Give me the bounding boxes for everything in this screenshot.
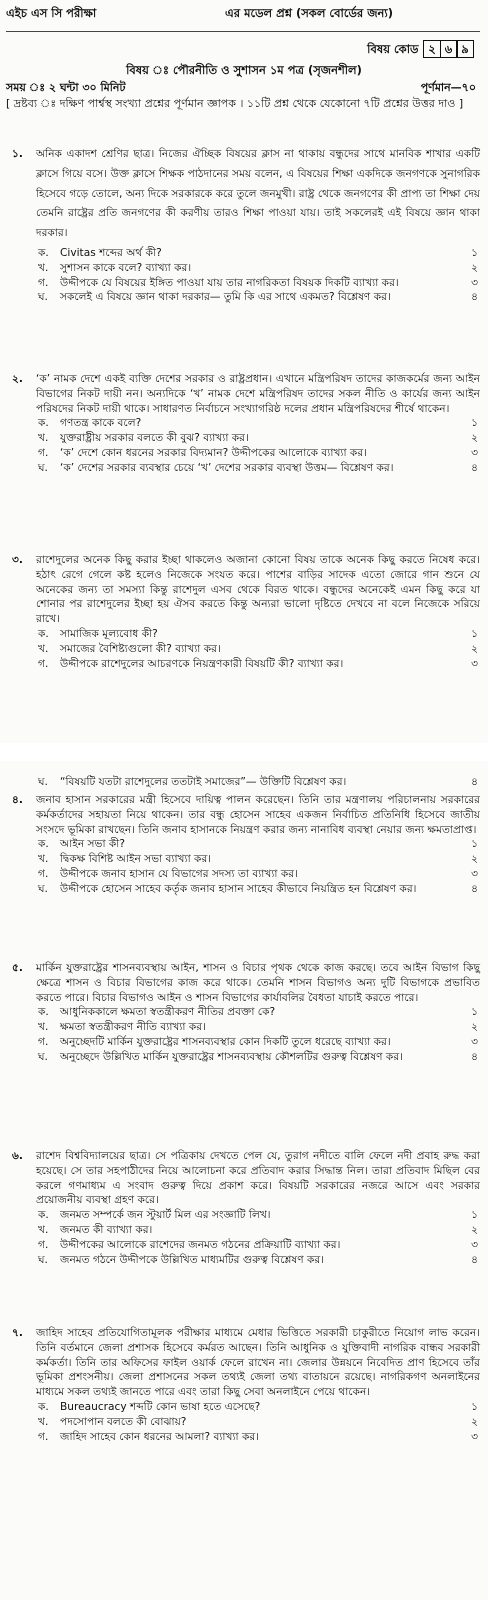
code-digit: ২ xyxy=(423,40,441,58)
code-digit: ৬ xyxy=(440,40,458,58)
question-number: ৫. xyxy=(12,962,23,974)
sub-question-mark: ৩ xyxy=(471,868,478,881)
sub-question: গ. অনুচ্ছেদটি মার্কিন যুক্তরাষ্ট্রের শাসনব্যবস্থার কোন দিকটি তুলে ধরেছে ব্যাখ্যা কর। ৩ xyxy=(38,1036,478,1049)
sub-question: ক. সামাজিক মূল্যবোধ কী? ১ xyxy=(38,628,478,641)
sub-question-mark: ১ xyxy=(471,1401,478,1414)
sub-question-text: সুশাসন কাকে বলে? ব্যাখ্যা কর। xyxy=(60,261,192,274)
sub-question-text: গণতন্ত্র কাকে বলে? xyxy=(60,417,142,430)
sub-question-text: সকলেই এ বিষয়ে জ্ঞান থাকা দরকার— তুমি কি এর সাথে একমত? বিশ্লেষণ কর। xyxy=(60,291,391,304)
question-stem: ‘ক’ নামক দেশে একই ব্যক্তি দেশের সরকার ও রাষ্ট্রপ্রধান। এখানে মন্ত্রিপরিষদ তাদের কাজকর্মের জন্য আইন বিভাগের নিকট দায়ী নন। অন্যদিকে ‘খ’ নামক দেশে মন্ত্রিপরিষদ তাদের সকল নীতি ও কার্যের জন্য আইন পরিষদের নিকট দায়ী থাকে। সাধারণত নির্বাচনে সংখ্যাগরিষ্ঠ দলের প্রধান মন্ত্রিপরিষদের শীর্ষে থাকেন। xyxy=(36,373,480,415)
full-marks: পূর্ণমান—৭০ xyxy=(420,81,476,94)
question-2 xyxy=(4,372,480,476)
sub-question: গ. জাহিদ সাহেব কোন ধরনের আমলা? ব্যাখ্যা কর। ৩ xyxy=(38,1430,478,1443)
sub-question-mark: ১ xyxy=(471,246,478,259)
sub-question-text: উদ্দীপকের আলোকে রাশেদের জনমত গঠনের প্রক্রিয়াটি ব্যাখ্যা কর। xyxy=(60,1238,341,1251)
sub-question-text: পদসোপান বলতে কী বোঝায়? xyxy=(60,1415,187,1428)
subject-code-label: বিষয় কোড xyxy=(367,41,419,56)
sub-question: ক. জনমত সম্পর্কে জন স্টুয়ার্ট মিল এর সংজ্ঞাটি লিখ। ১ xyxy=(38,1209,478,1222)
sub-question-text: দ্বিকক্ষ বিশিষ্ট আইন সভা ব্যাখ্যা কর। xyxy=(60,853,212,866)
sub-question-mark: ২ xyxy=(471,261,478,274)
question-4 xyxy=(4,793,480,897)
question-number: ৩. xyxy=(12,554,23,566)
sub-question: গ. ‘ক’ দেশে কোন ধরনের সরকার বিদ্যমান? উদ্দীপকের আলোকে ব্যাখ্যা কর। ৩ xyxy=(38,447,478,460)
question-stem: রাশেদ বিশ্ববিদ্যালয়ের ছাত্র। সে পত্রিকায় দেখতে পেল যে, তুরাগ নদীতে বালি ফেলে নদী প্রবাহ রুদ্ধ করা হয়েছে। সে তার সহপাঠীদের নিয়ে আলোচনা করে প্রতিবাদ করার সিদ্ধান্ত নিল। তারা প্রতিবাদ মিছিল বের করলে গণমাধ্যম এ সংবাদ গুরুত্ব দিয়ে প্রকাশ করে। বিষয়টি সরকারের নজরে আসে এবং সরকার প্রয়োজনীয় ব্যবস্থা গ্রহণ করে। xyxy=(36,1150,480,1207)
page-two xyxy=(0,761,488,1600)
sub-question: খ. সমাজের বৈশিষ্ট্যগুলো কী? ব্যাখ্যা কর। ২ xyxy=(38,642,478,655)
subject-title: বিষয় ঃ পৌরনীতি ও সুশাসন ১ম পত্র (সৃজনশীল) xyxy=(126,63,362,77)
sub-question-mark: ৪ xyxy=(471,291,478,304)
exam-name: এইচ এস সি পরীক্ষা xyxy=(6,6,97,20)
sub-question: খ. ক্ষমতা স্বতন্ত্রীকরণ নীতি ব্যাখ্যা কর। ২ xyxy=(38,1021,478,1034)
sub-question-mark: ৩ xyxy=(471,1430,478,1443)
sub-question-mark: ১ xyxy=(471,838,478,851)
sub-question: গ. উদ্দীপকের আলোকে রাশেদের জনমত গঠনের প্রক্রিয়াটি ব্যাখ্যা কর। ৩ xyxy=(38,1238,478,1251)
sub-question-mark: ৪ xyxy=(471,1050,478,1063)
question-stem: অনিক একাদশ শ্রেণির ছাত্র। নিজের ঐচ্ছিক বিষয়ের ক্লাস না থাকায় বন্ধুদের সাথে মানবিক শাখার একটি ক্লাসে গিয়ে বসে। উক্ত ক্লাসে শিক্ষক পাঠদানের সময় বলেন, এ বিষয়ের শিক্ষা একদিকে জনগণকে সুনাগরিক হিসেবে গড়ে তোলে, অন্য দিকে সরকারকে করে তুলে জনমুখী। রাষ্ট্র থেকে জনগণের কী প্রাপ্য তা শিক্ষা দেয় তেমনি রাষ্ট্রের প্রতি জনগণের কী করণীয় তারও শিক্ষা পাওয়া যায়। তাই সকলেরই এই বিষয়ে জ্ঞান থাকা দরকার। xyxy=(36,148,480,240)
page-one xyxy=(0,0,488,743)
sub-question-mark: ৩ xyxy=(471,447,478,460)
sub-question-text: জনমত সম্পর্কে জন স্টুয়ার্ট মিল এর সংজ্ঞাটি লিখ। xyxy=(60,1209,271,1222)
sub-question: ঘ. উদ্দীপকে হোসেন সাহেব কর্তৃক জনাব হাসান সাহেব কীভাবে নিয়ন্ত্রিত হন বিশ্লেষণ কর। ৪ xyxy=(38,882,478,895)
question-number: ২. xyxy=(12,373,23,385)
sub-question-text: উদ্দীপকে রাশেদুলের আচরণকে নিয়ন্ত্রণকারী বিষয়টি কী? ব্যাখ্যা কর। xyxy=(60,657,344,670)
sub-question-text: আইন সভা কী? xyxy=(60,838,125,851)
sub-question-text: Bureaucracy শব্দটি কোন ভাষা হতে এসেছে? xyxy=(60,1401,261,1414)
question-stem: রাশেদুলের অনেক কিছু করার ইচ্ছা থাকলেও অজানা কোনো বিষয় তাকে অনেক কিছু করতে নিষেধ করে। হঠাৎ রেগে গেলে কষ্ট হলেও নিজেকে সংযত করে। পাশের বাড়ির সাদেক এতো জোরে গান শুনে যে অনেকের জন্য তা সমস্যা কিন্তু রাশেদুল এসব থেকে বিরত থাকে। বন্ধুদের অনেকেই এমন কিছু করে যা শোনার পর রাশেদুলের ইচ্ছা হয় ঐসব করতে কিন্তু অন্যরা ভালো দৃষ্টিতে দেখবে না বলে নিজেকে সরিয়ে রাখে। xyxy=(36,554,480,626)
question-number: ৪. xyxy=(12,794,23,806)
sub-question: গ. উদ্দীপকে জনাব হাসান যে বিভাগের সদস্য তা ব্যাখ্যা কর। ৩ xyxy=(38,868,478,881)
sub-question-mark: ২ xyxy=(471,1415,478,1428)
sub-question-text: ‘ক’ দেশে কোন ধরনের সরকার বিদ্যমান? উদ্দীপকের আলোকে ব্যাখ্যা কর। xyxy=(60,447,367,460)
sub-question: খ. যুক্তরাষ্ট্রীয় সরকার বলতে কী বুঝ? ব্যাখ্যা কর। ২ xyxy=(38,432,478,445)
sub-question-mark: ২ xyxy=(471,853,478,866)
sub-question: ক. আইন সভা কী? ১ xyxy=(38,838,478,851)
sub-question-mark: ১ xyxy=(471,417,478,430)
sub-question: ঘ. “বিষয়টি যতটা রাশেদুলের ততটাই সমাজের”— উক্তিটি বিশ্লেষণ কর। ৪ xyxy=(38,776,478,788)
sub-question-mark: ২ xyxy=(471,432,478,445)
exam-time: সময় ঃ ২ ঘন্টা ৩০ মিনিট xyxy=(6,81,126,94)
sub-question-mark: ২ xyxy=(471,1021,478,1034)
sub-question-text: জনমত কী ব্যাখ্যা কর। xyxy=(60,1224,153,1237)
sub-question: খ. দ্বিকক্ষ বিশিষ্ট আইন সভা ব্যাখ্যা কর। ২ xyxy=(38,853,478,866)
sub-question-mark: ৪ xyxy=(471,882,478,895)
question-1 xyxy=(4,145,480,305)
sub-question-mark: ৩ xyxy=(471,1238,478,1251)
sub-question-text: যুক্তরাষ্ট্রীয় সরকার বলতে কী বুঝ? ব্যাখ্যা কর। xyxy=(60,432,249,445)
page-gap xyxy=(0,743,488,761)
sub-question-mark: ২ xyxy=(471,1224,478,1237)
question-6 xyxy=(4,1149,480,1268)
sub-question: ঘ. জনমত গঠনে উদ্দীপকে উল্লিখিত মাধ্যমটির গুরুত্ব বিশ্লেষণ কর। ৪ xyxy=(38,1253,478,1266)
question-stem: মার্কিন যুক্তরাষ্ট্রের শাসনব্যবস্থায় আইন, শাসন ও বিচার পৃথক থেকে কাজ করছে। তবে আইন বিভাগ কিছু ক্ষেত্রে শাসন ও বিচার বিভাগের কাজ করে থাকে। তেমনি শাসন বিভাগও অন্য দুটি বিভাগকে প্রভাবিত করতে পারে। বিচার বিভাগও আইন ও শাসন বিভাগের কার্যাবলির বৈধতা যাচাই করতে পারে। xyxy=(36,962,480,1004)
sub-question-mark: ৩ xyxy=(471,657,478,670)
sub-question-text: জাহিদ সাহেব কোন ধরনের আমলা? ব্যাখ্যা কর। xyxy=(60,1430,259,1443)
sub-question-mark: ১ xyxy=(471,628,478,641)
sub-question: ঘ. সকলেই এ বিষয়ে জ্ঞান থাকা দরকার— তুমি কি এর সাথে একমত? বিশ্লেষণ কর। ৪ xyxy=(38,291,478,304)
sub-question-text: Civitas শব্দের অর্থ কী? xyxy=(60,246,162,259)
sub-question-text: উদ্দীপকে জনাব হাসান যে বিভাগের সদস্য তা ব্যাখ্যা কর। xyxy=(60,868,298,881)
sub-question: ঘ. অনুচ্ছেদে উল্লিখিত মার্কিন যুক্তরাষ্ট্রের শাসনব্যবস্থায় কৌশলটির গুরুত্ব বিশ্লেষণ কর। ৪ xyxy=(38,1050,478,1063)
sub-question: খ. পদসোপান বলতে কী বোঝায়? ২ xyxy=(38,1415,478,1428)
sub-question-mark: ৪ xyxy=(471,1253,478,1266)
sub-question-text: সামাজিক মূল্যবোধ কী? xyxy=(60,628,158,641)
header-divider xyxy=(6,31,480,32)
sub-question: ঘ. ‘ক’ দেশের সরকার ব্যবস্থার চেয়ে ‘খ’ দেশের সরকার ব্যবস্থা উত্তম— বিশ্লেষণ কর। ৪ xyxy=(38,461,478,474)
sub-question: ক. Bureaucracy শব্দটি কোন ভাষা হতে এসেছে? ১ xyxy=(38,1401,478,1414)
sub-question: ক. গণতন্ত্র কাকে বলে? ১ xyxy=(38,417,478,430)
question-3-continued xyxy=(4,775,480,790)
sub-question-text: অনুচ্ছেদটি মার্কিন যুক্তরাষ্ট্রের শাসনব্যবস্থার কোন দিকটি তুলে ধরেছে ব্যাখ্যা কর। xyxy=(60,1036,391,1049)
sub-question-text: ক্ষমতা স্বতন্ত্রীকরণ নীতি ব্যাখ্যা কর। xyxy=(60,1021,206,1034)
sub-question-mark: ৪ xyxy=(471,776,478,788)
code-digit: ৯ xyxy=(456,40,474,58)
subject-code xyxy=(367,38,474,60)
sub-question-text: উদ্দীপকে যে বিষয়ের ইঙ্গিত পাওয়া যায় তার নাগরিকতা বিষয়ক দিকটি ব্যাখ্যা কর। xyxy=(60,276,399,289)
sub-question-mark: ৪ xyxy=(471,461,478,474)
sub-question: গ. উদ্দীপকে যে বিষয়ের ইঙ্গিত পাওয়া যায় তার নাগরিকতা বিষয়ক দিকটি ব্যাখ্যা কর। ৩ xyxy=(38,276,478,289)
sub-question-text: জনমত গঠনে উদ্দীপকে উল্লিখিত মাধ্যমটির গুরুত্ব বিশ্লেষণ কর। xyxy=(60,1253,325,1266)
sub-question-text: অনুচ্ছেদে উল্লিখিত মার্কিন যুক্তরাষ্ট্রের শাসনব্যবস্থায় কৌশলটির গুরুত্ব বিশ্লেষণ কর। xyxy=(60,1050,403,1063)
sub-question-text: ‘ক’ দেশের সরকার ব্যবস্থার চেয়ে ‘খ’ দেশের সরকার ব্যবস্থা উত্তম— বিশ্লেষণ কর। xyxy=(60,461,394,474)
sub-question: খ. সুশাসন কাকে বলে? ব্যাখ্যা কর। ২ xyxy=(38,261,478,274)
sub-question: গ. উদ্দীপকে রাশেদুলের আচরণকে নিয়ন্ত্রণকারী বিষয়টি কী? ব্যাখ্যা কর। ৩ xyxy=(38,657,478,670)
question-3 xyxy=(4,553,480,672)
sub-question-mark: ১ xyxy=(471,1209,478,1222)
sub-question: খ. জনমত কী ব্যাখ্যা কর। ২ xyxy=(38,1224,478,1237)
sub-question-text: সমাজের বৈশিষ্ট্যগুলো কী? ব্যাখ্যা কর। xyxy=(60,642,221,655)
sub-question: ক. Civitas শব্দের অর্থ কী? ১ xyxy=(38,246,478,259)
sub-question-text: “বিষয়টি যতটা রাশেদুলের ততটাই সমাজের”— উক্তিটি বিশ্লেষণ কর। xyxy=(60,776,347,788)
exam-header xyxy=(6,5,480,27)
question-number: ১. xyxy=(12,148,23,160)
question-5 xyxy=(4,961,480,1065)
question-stem: জাহিদ সাহেব প্রতিযোগিতামূলক পরীক্ষার মাধ্যমে মেধার ভিত্তিতে সরকারী চাকুরীতে নিয়োগ লাভ করেন। তিনি বর্তমানে জেলা প্রশাসক হিসেবে কর্মরত আছেন। তিনি আধুনিক ও যুক্তিবাদী নাগরিক বান্ধব সরকারী কর্মকর্তা। তিনি তার অফিসের ফাইল ওয়ার্ক ফেলে রাখেন না। জেলার উন্নয়নে নিবেদিত প্রাণ হিসেবে তাঁর ভূমিকা প্রশংসনীয়। জেলা প্রশাসনের সকল তথ্যই জেলা তথ্য বাতায়নে রয়েছে। নাগরিকগণ অনলাইনের মাধ্যমে সকল তথ্যই জানতে পারে এবং তারা কিছু সেবা অনলাইনে পেয়ে থাকেন। xyxy=(36,1327,480,1399)
sub-question-mark: ১ xyxy=(471,1006,478,1019)
model-title: এর মডেল প্রশ্ন (সকল বোর্ডের জন্য) xyxy=(225,6,393,20)
sub-question-text: আধুনিককালে ক্ষমতা স্বতন্ত্রীকরণ নীতির প্রবক্তা কে? xyxy=(60,1006,276,1019)
sub-question-mark: ৩ xyxy=(471,276,478,289)
sub-question-mark: ৩ xyxy=(471,1036,478,1049)
question-number: ৬. xyxy=(12,1150,23,1162)
sub-question-mark: ২ xyxy=(471,642,478,655)
instruction: [ দ্রষ্টব্য ঃ দক্ষিণ পার্শ্বস্থ সংখ্যা প্রশ্নের পূর্ণমান জ্ঞাপক । ১১টি প্রশ্ন থেকে যেকোনো ৭টি প্রশ্নের উত্তর দাও ] xyxy=(6,97,464,110)
question-7 xyxy=(4,1326,480,1445)
sub-question: ক. আধুনিককালে ক্ষমতা স্বতন্ত্রীকরণ নীতির প্রবক্তা কে? ১ xyxy=(38,1006,478,1019)
sub-question-text: উদ্দীপকে হোসেন সাহেব কর্তৃক জনাব হাসান সাহেব কীভাবে নিয়ন্ত্রিত হন বিশ্লেষণ কর। xyxy=(60,882,417,895)
question-stem: জনাব হাসান সরকারের মন্ত্রী হিসেবে দায়িত্ব পালন করেছেন। তিনি তার মন্ত্রণালয় পরিচালনায় সরকারের কর্মকর্তাদের সহায়তা নিয়ে থাকেন। তার বন্ধু হোসেন সাহেব একজন নির্বাচিত প্রতিনিধি হিসেবে জাতীয় সংসদে ভূমিকা রাখছেন। তিনি জনাব হাসানকে নিয়ন্ত্রণ করার জন্য নানাবিধ ব্যবস্থা নেয়ার জন্য ক্ষমতাপ্রাপ্ত। xyxy=(36,794,480,836)
question-number: ৭. xyxy=(12,1327,23,1339)
